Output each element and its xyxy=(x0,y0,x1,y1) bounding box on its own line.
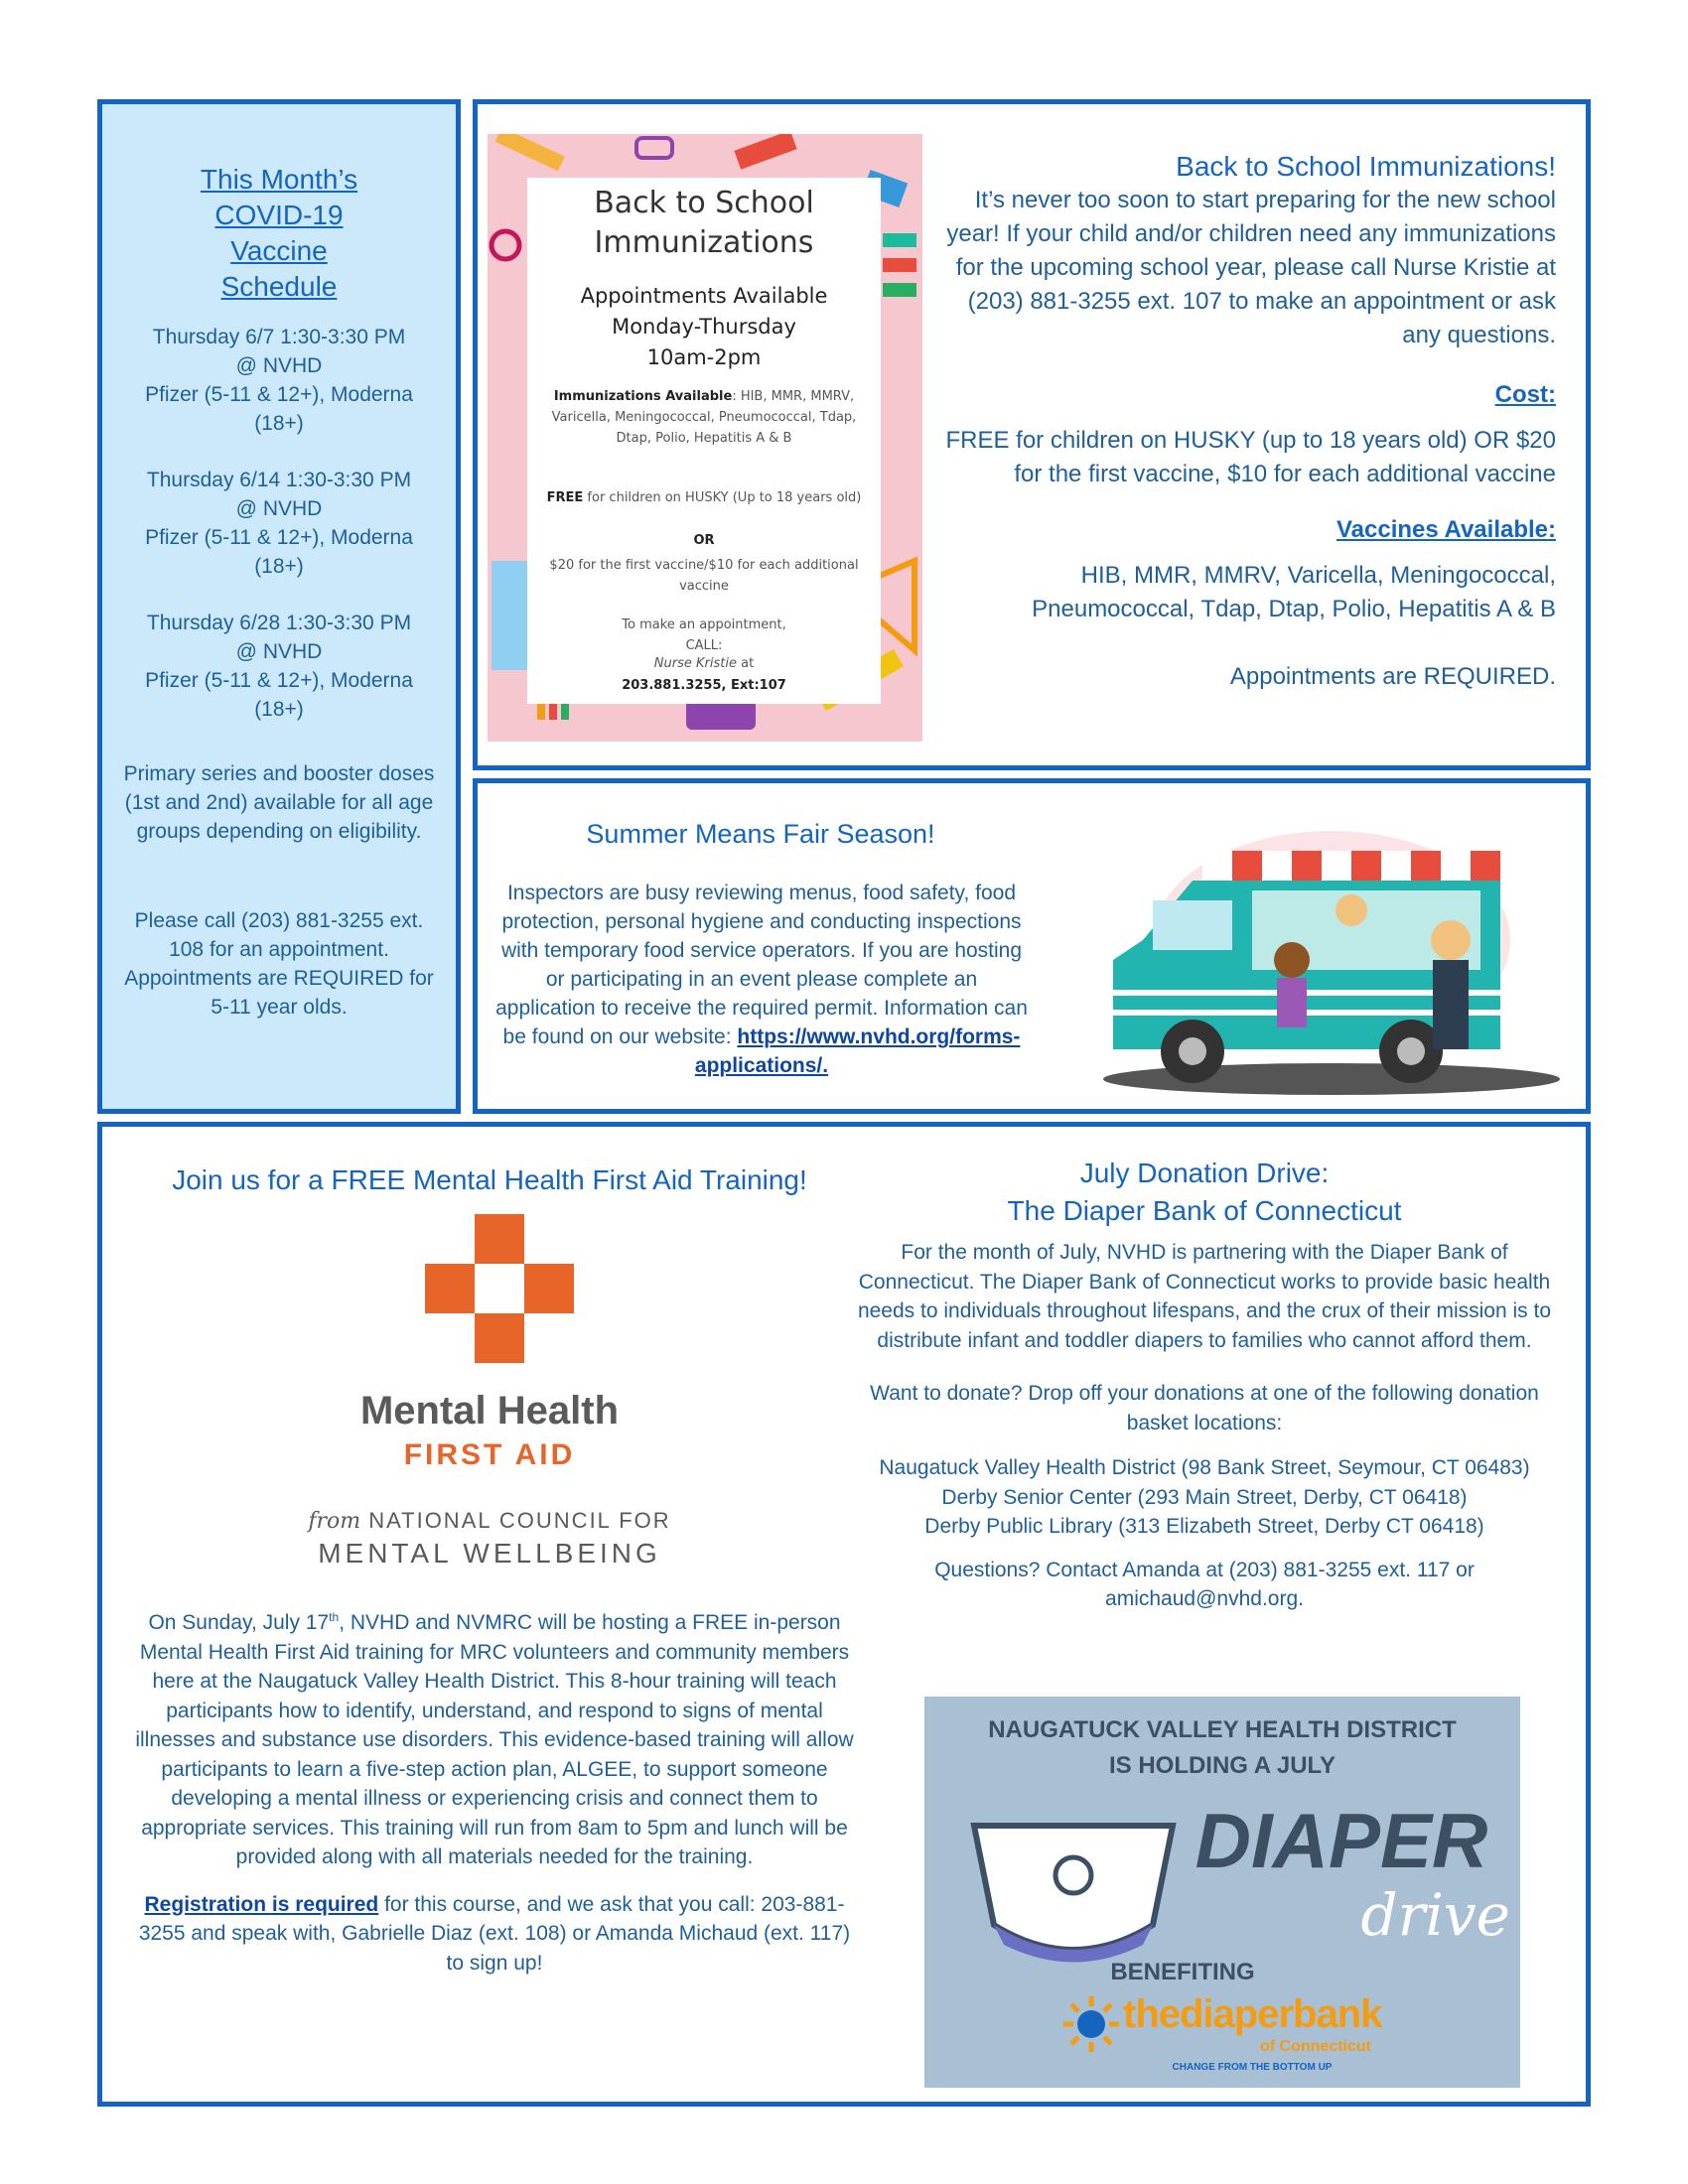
location: Naugatuck Valley Health District (98 Bank Street, Seymour, CT 06483) xyxy=(879,1456,1530,1479)
bts-intro: It’s never too soon to start preparing for the new school year! If your child and/or children need any immunizations for the upcoming school year, please call Nurse Kristie at (203) 881-3255 ext. 107 to make an appointment or ask any questions. xyxy=(946,187,1556,348)
call-note: Please call (203) 881-3255 ext. 108 for an appointment. Appointments are REQUIRED for 5-11 year olds. xyxy=(124,909,434,1019)
diaper-drive-body xyxy=(857,1238,1552,1614)
covid-title xyxy=(102,162,456,305)
diaper-drive-title-line: The Diaper Bank of Connecticut xyxy=(1007,1195,1402,1226)
flyer-appt-line: Monday-Thursday xyxy=(612,315,796,339)
mhfa-cross-logo xyxy=(425,1214,574,1363)
location: Derby Public Library (313 Elizabeth Street, Derby CT 06418) xyxy=(924,1515,1484,1538)
appointments-required: Appointments are REQUIRED. xyxy=(1229,663,1556,690)
questions-contact: Questions? Contact Amanda at (203) 881-3255 ext. 117 or amichaud@nvhd.org. xyxy=(934,1558,1475,1610)
wellbeing-line: MENTAL WELLBEING xyxy=(318,1538,661,1569)
covid-title-line: Schedule xyxy=(220,271,338,302)
diaper-drive-banner xyxy=(924,1697,1520,2088)
diaper-drive-title xyxy=(857,1155,1552,1230)
session-when: Thursday 6/7 1:30-3:30 PM xyxy=(152,326,406,348)
flyer-title-line: Immunizations xyxy=(594,225,814,260)
covid-title-line: This Month’s xyxy=(200,164,358,195)
council-line xyxy=(122,1508,857,1534)
registration-link[interactable]: Registration is required xyxy=(144,1892,379,1916)
banner-diaper: DIAPER xyxy=(1195,1797,1488,1884)
flyer-call: To make an appointment, CALL: xyxy=(622,617,786,653)
flyer-free-label: FREE xyxy=(546,490,584,505)
flyer-appt-line: 10am-2pm xyxy=(646,345,762,369)
fair-title: Summer Means Fair Season! xyxy=(586,819,935,849)
cost-heading: Cost: xyxy=(1494,381,1556,408)
fair-body-text: Inspectors are busy reviewing menus, food safety, food protection, personal hygiene and conducting inspections with temporary food service operators. If you are hosting or participating in an event please complete an application to receive the required permit. Information can be found on our website: xyxy=(495,882,1028,1048)
diaper-icon xyxy=(964,1806,1183,1975)
registration-text: for this course, and we ask that you call: 203-881-3255 and speak with, Gabrielle Diaz (ext. 108) or Amanda Michaud (ext. 117) to sign up! xyxy=(138,1892,851,1975)
mhfa-description xyxy=(132,1603,857,1872)
session-vaccines: Pfizer (5-11 & 12+), Moderna (18+) xyxy=(145,526,413,578)
fair-body xyxy=(493,879,1030,1080)
session-when: Thursday 6/14 1:30-3:30 PM xyxy=(146,469,412,491)
diaper-drive-intro: For the month of July, NVHD is partnering with the Diaper Bank of Connecticut. The Diaper Bank of Connecticut works to provide basic health needs to individuals throughout lifespans, and the crux of their mission is to distribute infant and toddler diapers to families who cannot afford them. xyxy=(857,1241,1552,1352)
vaccines-heading: Vaccines Available: xyxy=(1336,516,1556,543)
session-vaccines: Pfizer (5-11 & 12+), Moderna (18+) xyxy=(145,383,413,435)
forms-link[interactable]: https://www.nvhd.org/forms-applications/. xyxy=(694,1025,1021,1077)
session-when: Thursday 6/28 1:30-3:30 PM xyxy=(146,612,412,634)
covid-title-line: Vaccine xyxy=(230,235,328,266)
council-name: NATIONAL COUNCIL FOR xyxy=(368,1508,671,1533)
flyer-free xyxy=(541,487,867,508)
flyer-free-text: for children on HUSKY (Up to 18 years old) xyxy=(583,490,862,505)
banner-benefiting: BENEFITING xyxy=(1110,1959,1255,1985)
logo-of-ct: of Connecticut xyxy=(1260,2038,1371,2055)
primary-series-note: Primary series and booster doses (1st and 2nd) available for all age groups depending on eligibility. xyxy=(123,762,435,843)
flyer-title-line: Back to School xyxy=(594,186,814,220)
flyer-immunizations xyxy=(535,386,873,449)
flyer-price: $20 for the first vaccine/$10 for each additional vaccine xyxy=(549,558,859,594)
mhfa-body xyxy=(132,1603,857,1978)
mhfa-body-sup: th xyxy=(329,1610,340,1624)
logo-the: the xyxy=(1123,1992,1180,2036)
session-vaccines: Pfizer (5-11 & 12+), Moderna (18+) xyxy=(145,669,413,721)
flyer-nurse: Nurse Kristie xyxy=(653,656,737,671)
flyer-phone: 203.881.3255, Ext:107 xyxy=(622,678,786,693)
cost-text: FREE for children on HUSKY (up to 18 years old) OR $20 for the first vaccine, $10 for each additional vaccine xyxy=(945,427,1556,487)
council-from: from xyxy=(308,1509,361,1534)
flyer-appt-line: Appointments Available xyxy=(580,284,828,308)
fair-season-box xyxy=(473,778,1591,1114)
covid-session xyxy=(122,609,436,724)
flyer-appointments xyxy=(527,281,881,373)
flyer-title xyxy=(527,184,881,263)
donate-prompt: Want to donate? Drop off your donations at one of the following donation basket locations: xyxy=(870,1382,1539,1434)
bts-text xyxy=(944,150,1556,694)
mhfa-logo-line2: FIRST AID xyxy=(403,1438,576,1471)
mhfa-registration xyxy=(132,1890,857,1979)
covid-title-line: COVID-19 xyxy=(214,200,344,230)
covid-session xyxy=(122,323,436,438)
vaccines-text: HIB, MMR, MMRV, Varicella, Meningococcal, Pneumococcal, Tdap, Dtap, Polio, Hepatitis A & B xyxy=(1032,562,1556,622)
covid-schedule-box xyxy=(97,99,461,1114)
session-where: @ NVHD xyxy=(235,497,323,520)
mhfa-logo-line1: Mental Health xyxy=(359,1389,620,1433)
flyer-card xyxy=(527,178,881,704)
mhfa-title: Join us for a FREE Mental Health First Aid Training! xyxy=(172,1164,807,1195)
logo-diaperbank: diaperbank xyxy=(1180,1992,1382,2036)
flyer-imm-list: : HIB, MMR, MMRV, Varicella, Meningococcal, Pneumococcal, Tdap, Dtap, Polio, Hepatitis A & B xyxy=(551,389,857,446)
mhfa-body-pre: On Sunday, July 17 xyxy=(148,1611,330,1634)
sun-logo-icon xyxy=(1061,1994,1121,2054)
bts-title: Back to School Immunizations! xyxy=(1176,151,1556,182)
bottom-box xyxy=(97,1122,1591,2107)
back-to-school-box xyxy=(473,99,1591,770)
diaper-drive-title-line: July Donation Drive: xyxy=(1079,1158,1330,1188)
flyer-imm-label: Immunizations Available xyxy=(553,389,733,404)
banner-drive: drive xyxy=(1360,1881,1510,1949)
logo-tagline: CHANGE FROM THE BOTTOM UP xyxy=(1172,2062,1333,2073)
location: Derby Senior Center (293 Main Street, Derby, CT 06418) xyxy=(941,1485,1468,1509)
banner-heading-line: NAUGATUCK VALLEY HEALTH DISTRICT xyxy=(988,1716,1457,1743)
flyer-nurse-line xyxy=(527,656,881,671)
flyer-or: OR xyxy=(693,533,715,548)
banner-heading xyxy=(924,1712,1520,1784)
session-where: @ NVHD xyxy=(235,354,323,377)
diaperbank-logo xyxy=(1123,1992,1381,2037)
immunization-flyer xyxy=(488,134,922,742)
mhfa-body-post: , NVHD and NVMRC will be hosting a FREE in-person Mental Health First Aid training for MRC volunteers and community members here at the Naugatuck Valley Health District. This 8-hour training will teach participants how to identify, understand, and respond to signs of mental illnesses and substance use disorders. This evidence-based training will allow participants to learn a five-step action plan, ALGEE, to support someone developing a mental illness or experiencing crisis and connect them to appropriate services. This training will run from 8am to 5pm and lunch will be provided along with all materials needed for the training. xyxy=(135,1611,854,1868)
flyer-at: at xyxy=(736,656,755,671)
food-truck-illustration xyxy=(1083,791,1580,1099)
covid-session xyxy=(122,466,436,581)
session-where: @ NVHD xyxy=(235,640,323,663)
banner-heading-line: IS HOLDING A JULY xyxy=(1108,1752,1336,1779)
